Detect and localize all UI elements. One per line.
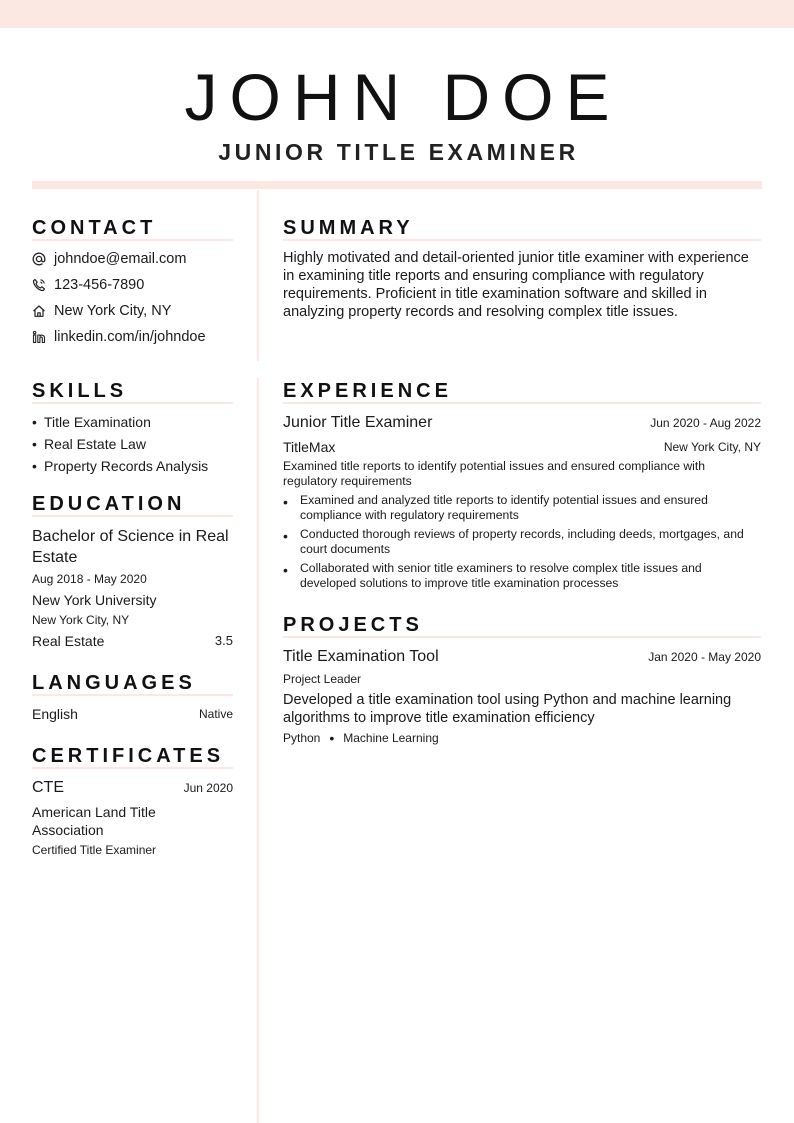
skill-item: • Real Estate Law	[32, 436, 146, 452]
languages-heading: LANGUAGES	[32, 672, 196, 694]
contact-location	[32, 302, 171, 320]
contact-email[interactable]	[32, 250, 186, 268]
gpa: 3.5	[214, 633, 233, 648]
field-of-study: Real Estate	[32, 633, 105, 649]
home-icon	[32, 304, 46, 318]
experience-location: New York City, NY	[663, 440, 761, 454]
education-rule	[32, 515, 233, 517]
experience-company: TitleMax	[283, 439, 336, 455]
certificates-rule	[32, 767, 233, 769]
experience-bullet: • Conducted thorough reviews of property records, including deeds, mortgages, and court documents	[283, 527, 744, 556]
email-text: johndoe@email.com	[54, 251, 187, 267]
experience-heading: EXPERIENCE	[283, 380, 452, 402]
column-divider	[257, 190, 259, 361]
skill-item: • Title Examination	[32, 414, 151, 430]
project-tags	[283, 729, 439, 747]
linkedin-icon	[32, 330, 46, 344]
skills-rule	[32, 402, 233, 404]
projects-rule	[283, 636, 761, 638]
certificate-issuer: American Land Title Association	[32, 804, 156, 838]
experience-bullet: • Collaborated with senior title examiners to resolve complex title issues and developed solutions to improve title examination processes	[283, 561, 702, 590]
summary-rule	[283, 239, 761, 241]
project-description: Developed a title examination tool using Python and machine learning algorithms to improve title examination efficiency	[283, 692, 732, 726]
project-tag: Machine Learning	[343, 731, 439, 745]
certificate-full-name: Certified Title Examiner	[32, 843, 157, 857]
projects-heading: PROJECTS	[283, 614, 423, 636]
location-text: New York City, NY	[54, 303, 172, 319]
project-dates: Jan 2020 - May 2020	[648, 650, 761, 664]
project-tag: Python	[283, 731, 321, 745]
contact-phone[interactable]	[32, 276, 144, 294]
skills-heading: SKILLS	[32, 380, 128, 402]
tag-separator: •	[329, 730, 335, 746]
summary-heading: SUMMARY	[283, 217, 414, 239]
project-name: Title Examination Tool	[283, 648, 439, 665]
degree: Bachelor of Science in Real Estate	[32, 528, 229, 566]
at-icon	[32, 252, 46, 266]
certificate-name: CTE	[32, 779, 64, 796]
education-dates: Aug 2018 - May 2020	[32, 572, 147, 586]
experience-dates: Jun 2020 - Aug 2022	[650, 416, 761, 430]
education-heading: EDUCATION	[32, 493, 186, 515]
skill-item: • Property Records Analysis	[32, 458, 209, 474]
job-title: JUNIOR TITLE EXAMINER	[218, 139, 579, 165]
summary-text: Highly motivated and detail-oriented junior title examiner with experience in examining title reports and ensuring compliance with regulatory requirements. Proficient in title examination software and skilled in analyzing property records and resolving complex title issues.	[283, 250, 749, 320]
contact-heading: CONTACT	[32, 217, 157, 239]
school-location: New York City, NY	[32, 613, 130, 627]
language-level: Native	[198, 707, 233, 721]
experience-role: Junior Title Examiner	[283, 414, 433, 431]
phone-icon	[32, 278, 46, 292]
contact-rule	[32, 239, 233, 241]
experience-bullet: • Examined and analyzed title reports to identify potential issues and ensured compliance with regulatory requirements	[283, 493, 708, 522]
certificate-date: Jun 2020	[183, 781, 233, 795]
experience-description: Examined title reports to identify potential issues and ensured compliance with regulatory requirements	[283, 459, 706, 488]
language-name: English	[32, 706, 78, 722]
header-divider	[32, 181, 762, 189]
experience-rule	[283, 402, 761, 404]
project-role: Project Leader	[283, 672, 362, 686]
linkedin-text: linkedin.com/in/johndoe	[54, 329, 206, 345]
candidate-name: JOHN DOE	[184, 60, 622, 134]
school-name: New York University	[32, 592, 157, 608]
top-accent-bar	[0, 0, 794, 28]
contact-linkedin[interactable]	[32, 328, 206, 346]
phone-text: 123-456-7890	[54, 277, 145, 293]
column-divider	[257, 378, 259, 1123]
certificates-heading: CERTIFICATES	[32, 745, 225, 767]
languages-rule	[32, 694, 233, 696]
